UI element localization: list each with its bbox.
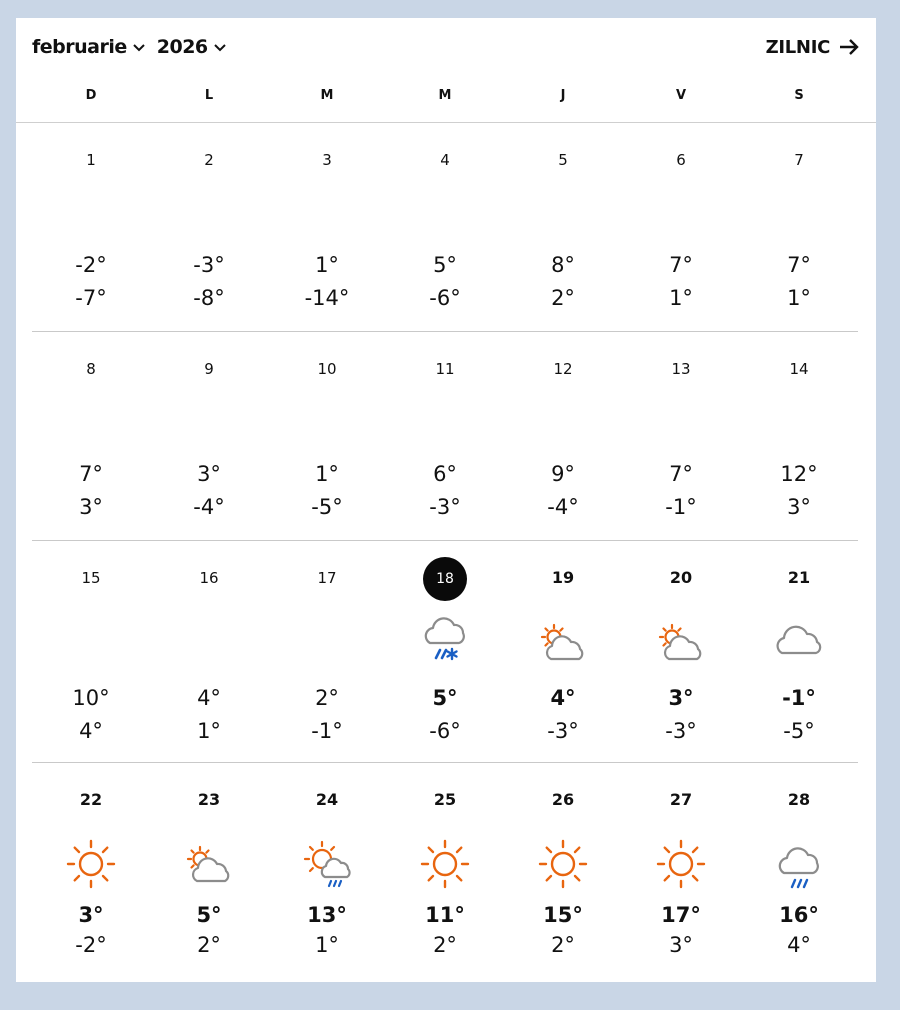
high-temp: 3°: [197, 462, 221, 486]
day-number: 22: [79, 790, 103, 809]
day-cell[interactable]: [740, 123, 858, 331]
partly-cloudy-icon: [534, 613, 592, 671]
low-temp: 1°: [315, 933, 339, 957]
day-number: 8: [86, 360, 96, 378]
high-temp: -1°: [782, 686, 816, 710]
low-temp: -4°: [547, 495, 579, 519]
low-temp: -5°: [783, 719, 815, 743]
day-cell[interactable]: [504, 541, 622, 762]
day-number: 7: [794, 151, 804, 169]
low-temp: -3°: [665, 719, 697, 743]
low-temp: -6°: [429, 719, 461, 743]
low-temp: -4°: [193, 495, 225, 519]
high-temp: 15°: [543, 903, 583, 927]
sun-cloud-rain-icon: [298, 835, 356, 893]
day-number: 4: [440, 151, 450, 169]
weekday-label: M: [438, 88, 452, 103]
chevron-down-icon: [131, 39, 147, 55]
low-temp: 2°: [551, 286, 575, 310]
day-cell[interactable]: [32, 332, 150, 540]
daily-view-label: ZILNIC: [765, 36, 830, 58]
day-number: 3: [322, 151, 332, 169]
weekday-label: S: [794, 88, 804, 103]
month-label: februarie: [32, 36, 127, 58]
day-cell[interactable]: [386, 763, 504, 983]
high-temp: 2°: [315, 686, 339, 710]
day-number: 13: [671, 360, 691, 378]
high-temp: 13°: [307, 903, 347, 927]
calendar-grid: [32, 123, 858, 982]
low-temp: 3°: [669, 933, 693, 957]
low-temp: -7°: [75, 286, 107, 310]
low-temp: -14°: [304, 286, 350, 310]
day-number: 12: [553, 360, 573, 378]
low-temp: 3°: [79, 495, 103, 519]
day-cell[interactable]: [622, 541, 740, 762]
day-number: 27: [669, 790, 693, 809]
high-temp: 5°: [432, 686, 458, 710]
day-number: 25: [433, 790, 457, 809]
high-temp: -3°: [193, 253, 225, 277]
low-temp: -8°: [193, 286, 225, 310]
day-cell[interactable]: [150, 541, 268, 762]
day-cell[interactable]: [150, 332, 268, 540]
partly-cloudy-icon: [180, 835, 238, 893]
partly-cloudy-icon: [652, 613, 710, 671]
day-cell[interactable]: [504, 332, 622, 540]
day-cell[interactable]: [622, 123, 740, 331]
cloud-rain-snow-icon: [416, 613, 474, 671]
weekday-label: L: [204, 88, 214, 103]
day-number: 21: [787, 568, 811, 587]
today-marker: 18: [423, 557, 467, 601]
day-number: 16: [199, 569, 219, 587]
high-temp: 16°: [779, 903, 819, 927]
day-cell[interactable]: [32, 763, 150, 983]
chevron-down-icon: [212, 39, 228, 55]
low-temp: -1°: [311, 719, 343, 743]
day-cell[interactable]: [150, 123, 268, 331]
day-number: 6: [676, 151, 686, 169]
high-temp: 7°: [79, 462, 103, 486]
low-temp: -3°: [429, 495, 461, 519]
high-temp: 7°: [669, 462, 693, 486]
low-temp: 2°: [551, 933, 575, 957]
cloud-rain-icon: [770, 835, 828, 893]
calendar-header: [32, 32, 860, 62]
year-label: 2026: [156, 36, 208, 58]
day-number: 20: [669, 568, 693, 587]
high-temp: 1°: [315, 253, 339, 277]
high-temp: 8°: [551, 253, 575, 277]
day-cell[interactable]: [504, 763, 622, 983]
low-temp: 2°: [197, 933, 221, 957]
day-number: 23: [197, 790, 221, 809]
day-cell[interactable]: [622, 763, 740, 983]
date-selectors: [32, 36, 228, 58]
arrow-right-icon: [838, 36, 860, 58]
sun-icon: [416, 835, 474, 893]
year-selector[interactable]: [157, 36, 228, 58]
low-temp: -2°: [75, 933, 107, 957]
sun-icon: [534, 835, 592, 893]
day-cell[interactable]: [504, 123, 622, 331]
day-cell[interactable]: [622, 332, 740, 540]
day-cell[interactable]: [268, 123, 386, 331]
day-number: 11: [435, 360, 455, 378]
day-cell[interactable]: [740, 332, 858, 540]
high-temp: 7°: [787, 253, 811, 277]
low-temp: -6°: [429, 286, 461, 310]
day-cell[interactable]: [150, 763, 268, 983]
high-temp: 3°: [78, 903, 104, 927]
day-cell[interactable]: [386, 332, 504, 540]
day-number: 24: [315, 790, 339, 809]
high-temp: 4°: [550, 686, 576, 710]
high-temp: 1°: [315, 462, 339, 486]
low-temp: 1°: [197, 719, 221, 743]
low-temp: -5°: [311, 495, 343, 519]
high-temp: 12°: [780, 462, 818, 486]
week-row: [32, 763, 858, 983]
weekday-label: J: [560, 88, 566, 103]
sun-icon: [62, 835, 120, 893]
low-temp: 4°: [787, 933, 811, 957]
day-cell-today[interactable]: [386, 541, 504, 762]
week-row: [32, 123, 858, 331]
low-temp: -1°: [665, 495, 697, 519]
weekday-label: V: [675, 88, 687, 103]
weekday-label: D: [85, 88, 97, 103]
low-temp: 1°: [669, 286, 693, 310]
day-number: 10: [317, 360, 337, 378]
day-number: 26: [551, 790, 575, 809]
day-number: 14: [789, 360, 809, 378]
day-cell[interactable]: [32, 541, 150, 762]
day-cell[interactable]: [268, 332, 386, 540]
high-temp: 3°: [668, 686, 694, 710]
calendar-card: [16, 18, 876, 982]
low-temp: -3°: [547, 719, 579, 743]
day-cell[interactable]: [268, 763, 386, 983]
weekday-label: M: [320, 88, 334, 103]
high-temp: 17°: [661, 903, 701, 927]
day-number: 15: [81, 569, 101, 587]
low-temp: 3°: [787, 495, 811, 519]
week-row: [32, 541, 858, 762]
high-temp: 11°: [425, 903, 465, 927]
high-temp: 7°: [669, 253, 693, 277]
daily-view-link[interactable]: [766, 36, 860, 58]
high-temp: 10°: [72, 686, 110, 710]
day-number: 9: [204, 360, 214, 378]
high-temp: 5°: [196, 903, 222, 927]
day-cell[interactable]: [268, 541, 386, 762]
high-temp: 4°: [197, 686, 221, 710]
low-temp: 4°: [79, 719, 103, 743]
high-temp: 6°: [433, 462, 457, 486]
sun-icon: [652, 835, 710, 893]
low-temp: 2°: [433, 933, 457, 957]
day-number: 1: [86, 151, 96, 169]
weekday-header: [32, 88, 858, 110]
day-cell[interactable]: [386, 123, 504, 331]
day-number: 19: [551, 568, 575, 587]
low-temp: 1°: [787, 286, 811, 310]
day-cell[interactable]: [740, 541, 858, 762]
day-cell[interactable]: [32, 123, 150, 331]
high-temp: 5°: [433, 253, 457, 277]
month-selector[interactable]: [32, 36, 147, 58]
day-number: 17: [317, 569, 337, 587]
week-row: [32, 332, 858, 540]
cloud-icon: [770, 613, 828, 671]
day-number: 28: [787, 790, 811, 809]
day-number: 5: [558, 151, 568, 169]
high-temp: -2°: [75, 253, 107, 277]
day-cell[interactable]: [740, 763, 858, 983]
day-number: 2: [204, 151, 214, 169]
high-temp: 9°: [551, 462, 575, 486]
